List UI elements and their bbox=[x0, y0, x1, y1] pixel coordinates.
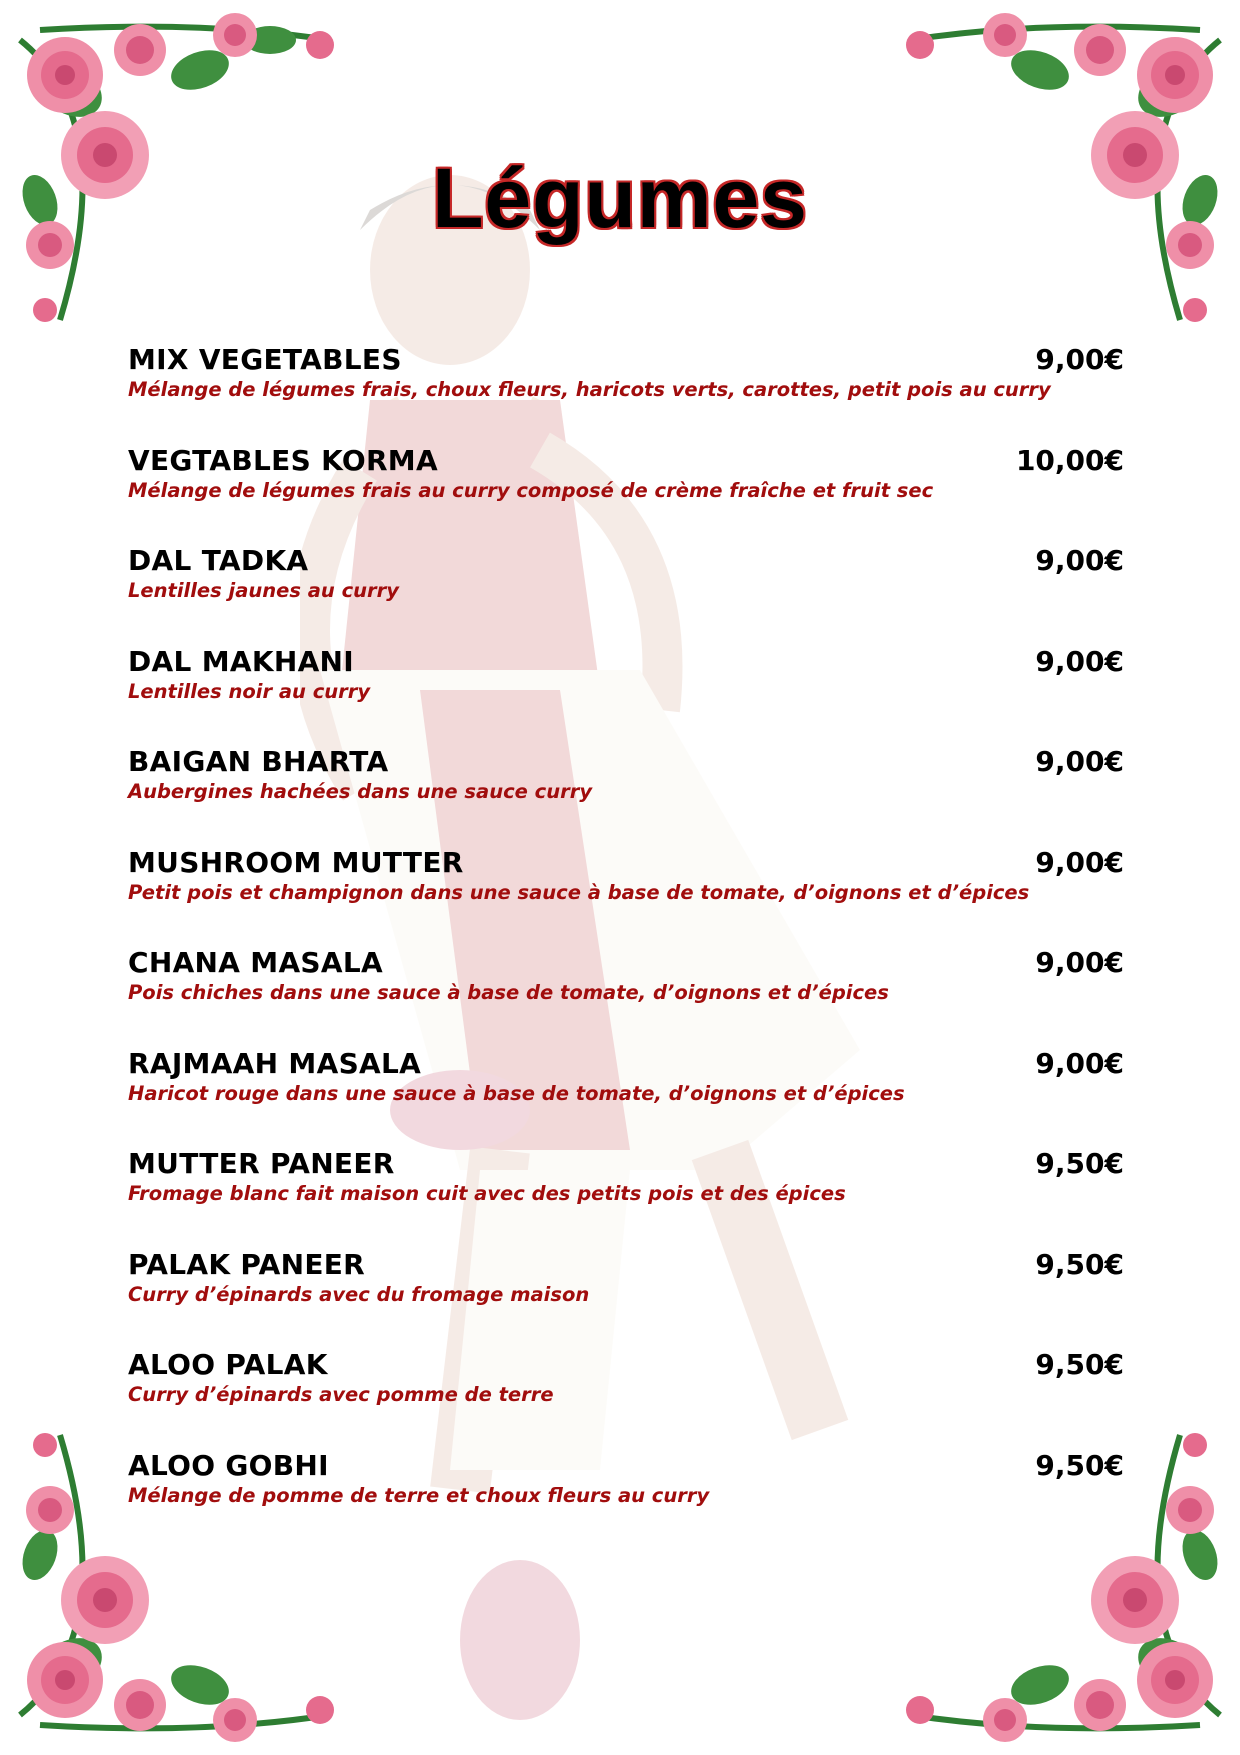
menu-item-aloo-gobhi bbox=[128, 1448, 1124, 1549]
menu-item-dal-makhani bbox=[128, 644, 1124, 745]
item-description: Lentilles jaunes au curry bbox=[128, 579, 399, 602]
item-description: Curry d’épinards avec du fromage maison bbox=[128, 1282, 590, 1306]
item-price: 9,50€ bbox=[1035, 1348, 1124, 1381]
menu-item-baigan-bharta bbox=[128, 744, 1124, 845]
item-name: VEGTABLES KORMA bbox=[128, 443, 438, 477]
menu-list bbox=[128, 342, 1124, 1548]
item-description: Haricot rouge dans une sauce à base de tomate, d’oignons et d’épices bbox=[128, 1081, 905, 1105]
item-name: MIX VEGETABLES bbox=[128, 343, 402, 376]
menu-item-vegtables-korma bbox=[128, 443, 1124, 544]
item-price: 9,50€ bbox=[1035, 1147, 1124, 1180]
menu-item-palak-paneer bbox=[128, 1247, 1124, 1348]
item-description: Mélange de pomme de terre et choux fleurs au curry bbox=[128, 1483, 710, 1507]
item-description: Aubergines hachées dans une sauce curry bbox=[128, 780, 593, 803]
menu-item-chana-masala bbox=[128, 945, 1124, 1046]
item-price: 9,50€ bbox=[1035, 1448, 1124, 1482]
item-name: MUTTER PANEER bbox=[128, 1147, 395, 1180]
item-name: DAL TADKA bbox=[128, 544, 309, 577]
item-price: 9,00€ bbox=[1035, 1046, 1124, 1080]
item-name: PALAK PANEER bbox=[128, 1247, 366, 1281]
item-price: 10,00€ bbox=[1015, 443, 1124, 477]
menu-item-mutter-paneer bbox=[128, 1146, 1124, 1247]
menu-item-aloo-palak bbox=[128, 1347, 1124, 1448]
item-description: Curry d’épinards avec pomme de terre bbox=[128, 1383, 554, 1406]
item-name: CHANA MASALA bbox=[128, 946, 383, 979]
item-description: Mélange de légumes frais au curry composé de crème fraîche et fruit sec bbox=[128, 478, 934, 502]
item-name: ALOO GOBHI bbox=[128, 1448, 329, 1482]
menu-item-mix-vegetables bbox=[128, 342, 1124, 443]
item-price: 9,00€ bbox=[1035, 644, 1124, 678]
menu-item-mushroom-mutter bbox=[128, 845, 1124, 946]
item-description: Lentilles noir au curry bbox=[128, 679, 371, 703]
item-name: RAJMAAH MASALA bbox=[128, 1046, 422, 1080]
item-name: DAL MAKHANI bbox=[128, 644, 354, 678]
menu-item-dal-tadka bbox=[128, 543, 1124, 644]
item-name: BAIGAN BHARTA bbox=[128, 745, 389, 778]
item-name: MUSHROOM MUTTER bbox=[128, 845, 464, 879]
item-price: 9,00€ bbox=[1035, 845, 1124, 879]
item-description: Mélange de légumes frais, choux fleurs, haricots verts, carottes, petit pois au curry bbox=[128, 378, 1051, 401]
item-price: 9,00€ bbox=[1035, 343, 1124, 376]
item-price: 9,00€ bbox=[1035, 745, 1124, 778]
item-description: Petit pois et champignon dans une sauce à base de tomate, d’oignons et d’épices bbox=[128, 880, 1030, 904]
item-description: Fromage blanc fait maison cuit avec des petits pois et des épices bbox=[128, 1182, 846, 1205]
item-description: Pois chiches dans une sauce à base de tomate, d’oignons et d’épices bbox=[128, 981, 889, 1004]
item-price: 9,50€ bbox=[1035, 1247, 1124, 1281]
item-name: ALOO PALAK bbox=[128, 1348, 328, 1381]
item-price: 9,00€ bbox=[1035, 946, 1124, 979]
menu-item-rajmaah-masala bbox=[128, 1046, 1124, 1147]
item-price: 9,00€ bbox=[1035, 544, 1124, 577]
page-title: Légumes bbox=[432, 151, 808, 245]
